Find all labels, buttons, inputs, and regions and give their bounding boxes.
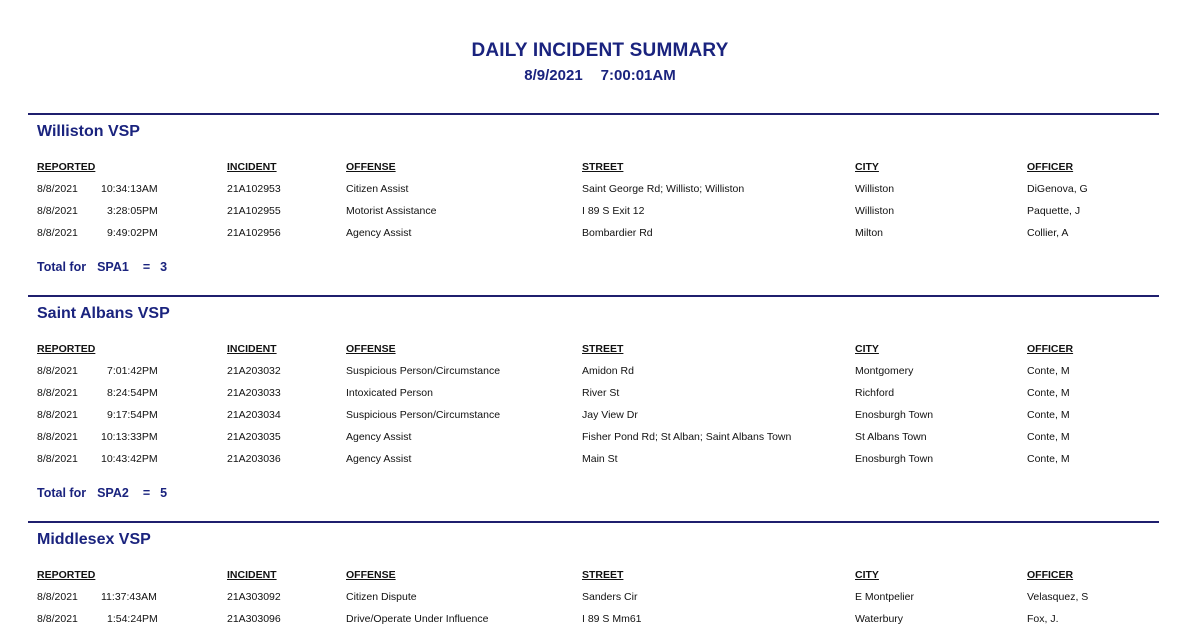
total-equals: = [142,260,151,274]
incident-number: 21A102953 [227,183,281,195]
column-header-row [28,161,1159,181]
officer: Conte, M [1027,431,1070,443]
table-row [28,183,1159,203]
col-street: STREET [582,161,624,173]
table-row [28,387,1159,407]
offense: Agency Assist [346,431,412,443]
officer: Conte, M [1027,365,1070,377]
table-row [28,613,1159,633]
officer: Conte, M [1027,453,1070,465]
street: Saint George Rd; Willisto; Williston [582,183,745,195]
table-row [28,453,1159,473]
city: Enosburgh Town [855,409,934,421]
reported-time: 10:43:42PM [101,453,158,465]
offense: Suspicious Person/Circumstance [346,365,501,377]
incident-number: 21A203033 [227,387,281,399]
street: I 89 S Mm61 [582,613,642,625]
incident-number: 21A203035 [227,431,281,443]
city: E Montpelier [855,591,914,603]
col-officer: OFFICER [1027,343,1074,355]
reported-date: 8/8/2021 [37,365,78,377]
col-incident: INCIDENT [227,343,277,355]
reported-date: 8/8/2021 [37,227,78,239]
report-date: 8/9/2021 [524,67,583,84]
report-datetime [0,67,1200,84]
total-label: Total for [37,486,87,500]
table-row [28,365,1159,385]
table-row [28,409,1159,429]
city: Enosburgh Town [855,453,934,465]
city: Williston [855,205,895,217]
total-label: Total for [37,260,87,274]
col-reported: REPORTED [37,343,96,355]
reported-date: 8/8/2021 [37,613,78,625]
reported-date: 8/8/2021 [37,387,78,399]
table-row [28,591,1159,611]
incident-number: 21A203032 [227,365,281,377]
officer: Velasquez, S [1027,591,1089,603]
section-divider [28,521,1159,523]
section-title: Saint Albans VSP [37,305,170,322]
city: St Albans Town [855,431,927,443]
reported-time: 7:01:42PM [107,365,158,377]
col-reported: REPORTED [37,569,96,581]
incident-number: 21A102956 [227,227,281,239]
section-total [37,486,167,500]
table-row [28,205,1159,225]
officer: Conte, M [1027,409,1070,421]
reported-date: 8/8/2021 [37,453,78,465]
column-header-row [28,569,1159,589]
reported-time: 9:49:02PM [107,227,158,239]
table-row [28,431,1159,451]
section-total [37,260,167,274]
incident-number: 21A203036 [227,453,281,465]
col-city: CITY [855,569,879,581]
col-incident: INCIDENT [227,569,277,581]
offense: Motorist Assistance [346,205,437,217]
column-header-row [28,343,1159,363]
total-code: SPA2 [97,486,129,500]
street: Main St [582,453,618,465]
reported-time: 1:54:24PM [107,613,158,625]
officer: Fox, J. [1027,613,1059,625]
section-divider [28,295,1159,297]
col-reported: REPORTED [37,161,96,173]
reported-time: 10:13:33PM [101,431,158,443]
offense: Agency Assist [346,453,412,465]
col-officer: OFFICER [1027,161,1074,173]
section-title: Middlesex VSP [37,531,151,548]
total-equals: = [142,486,151,500]
reported-time: 10:34:13AM [101,183,158,195]
incident-number: 21A203034 [227,409,281,421]
reported-date: 8/8/2021 [37,591,78,603]
incident-number: 21A303096 [227,613,281,625]
street: Amidon Rd [582,365,634,377]
report-time: 7:00:01AM [600,67,676,84]
street: River St [582,387,620,399]
reported-time: 9:17:54PM [107,409,158,421]
col-offense: OFFENSE [346,161,396,173]
offense: Drive/Operate Under Influence [346,613,489,625]
col-offense: OFFENSE [346,569,396,581]
officer: Paquette, J [1027,205,1081,217]
street: Jay View Dr [582,409,638,421]
reported-time: 11:37:43AM [101,591,157,603]
col-street: STREET [582,569,624,581]
offense: Citizen Assist [346,183,409,195]
reported-date: 8/8/2021 [37,183,78,195]
incident-number: 21A303092 [227,591,281,603]
officer: Conte, M [1027,387,1070,399]
city: Richford [855,387,895,399]
reported-date: 8/8/2021 [37,409,78,421]
city: Montgomery [855,365,914,377]
city: Williston [855,183,895,195]
col-offense: OFFENSE [346,343,396,355]
total-count: 5 [160,486,168,500]
city: Milton [855,227,884,239]
offense: Citizen Dispute [346,591,417,603]
col-city: CITY [855,343,879,355]
street: Fisher Pond Rd; St Alban; Saint Albans Town [582,431,792,443]
offense: Agency Assist [346,227,412,239]
reported-time: 8:24:54PM [107,387,158,399]
section-title: Williston VSP [37,123,140,140]
col-city: CITY [855,161,879,173]
reported-date: 8/8/2021 [37,205,78,217]
street: I 89 S Exit 12 [582,205,645,217]
offense: Intoxicated Person [346,387,433,399]
col-officer: OFFICER [1027,569,1074,581]
reported-date: 8/8/2021 [37,431,78,443]
total-code: SPA1 [97,260,129,274]
report-title: DAILY INCIDENT SUMMARY [471,40,729,61]
col-incident: INCIDENT [227,161,277,173]
table-row [28,227,1159,247]
city: Waterbury [855,613,904,625]
incident-number: 21A102955 [227,205,281,217]
section-divider [28,113,1159,115]
street: Sanders Cir [582,591,638,603]
officer: DiGenova, G [1027,183,1088,195]
reported-time: 3:28:05PM [107,205,158,217]
street: Bombardier Rd [582,227,653,239]
officer: Collier, A [1027,227,1069,239]
total-count: 3 [160,260,168,274]
col-street: STREET [582,343,624,355]
offense: Suspicious Person/Circumstance [346,409,501,421]
